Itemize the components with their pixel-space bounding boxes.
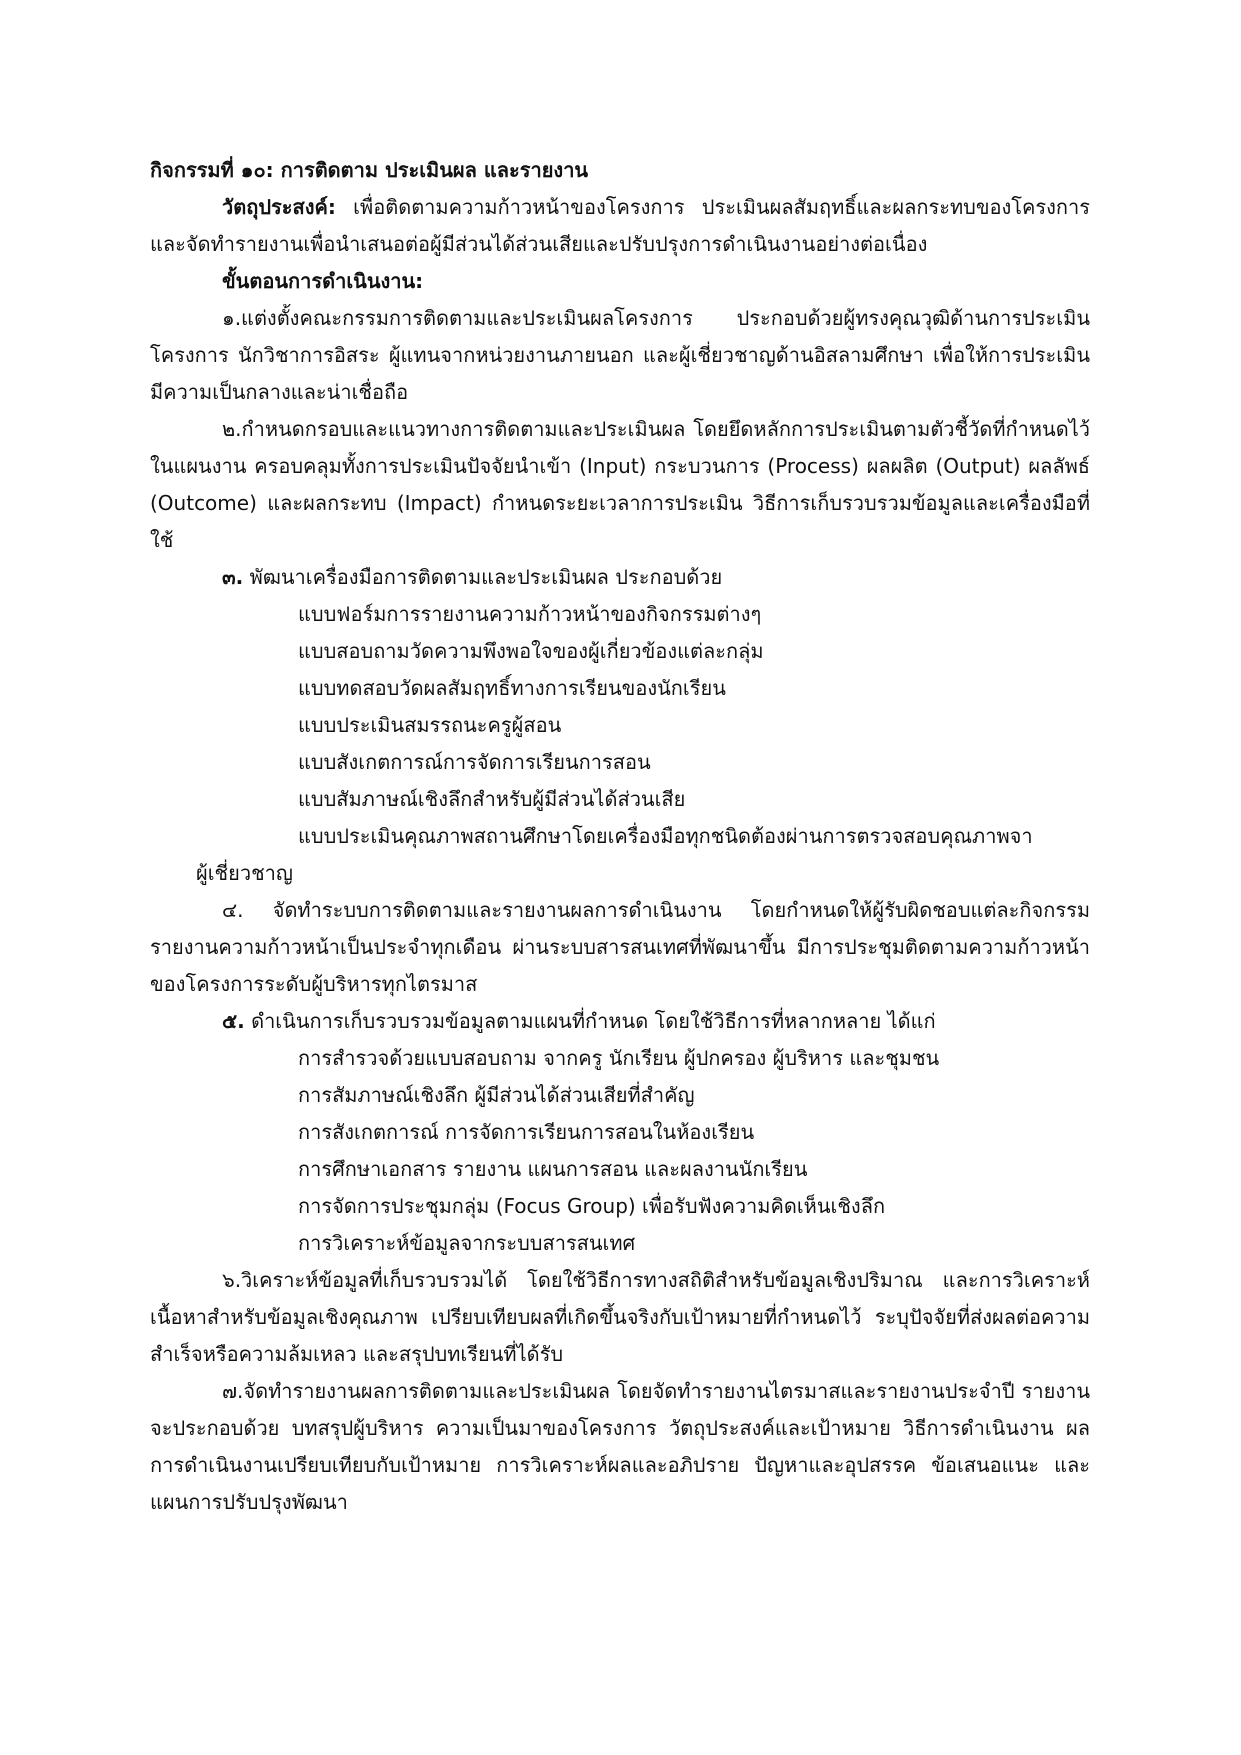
- step-5-item: การวิเคราะห์ข้อมูลจากระบบสารสนเทศ: [298, 1231, 636, 1255]
- objective-text: เพื่อติดตามความก้าวหน้าของโครงการ ประเมินผลสัมฤทธิ์และผลกระทบของโครงการและจัดทำรายงานเพื่อนำเสนอต่อผู้มีส่วนได้ส่วนเสียและปรับปรุงการดำเนินงานอย่างต่อเนื่อง: [150, 195, 1090, 256]
- step-5-text: ดำเนินการเก็บรวบรวมข้อมูลตามแผนที่กำหนด โดยใช้วิธีการที่หลากหลาย ได้แก่: [244, 1009, 936, 1033]
- step-5-item: การสำรวจด้วยแบบสอบถาม จากครู นักเรียน ผู้ปกครอง ผู้บริหาร และชุมชน: [298, 1046, 940, 1070]
- step-5-item: การศึกษาเอกสาร รายงาน แผนการสอน และผลงานนักเรียน: [298, 1157, 808, 1181]
- step-7-paragraph: ๗.จัดทำรายงานผลการติดตามและประเมินผล โดยจัดทำรายงานไตรมาสและรายงานประจำปี รายงานจะประกอบด้วย บทสรุปผู้บริหาร ความเป็นมาของโครงการ วัตถุประสงค์และเป้าหมาย วิธีการดำเนินงาน ผลการดำเนินงานเปรียบเทียบกับเป้าหมาย การวิเคราะห์ผลและอภิปราย ปัญหาและอุปสรรค ข้อเสนอแนะ และแผนการปรับปรุงพัฒนา: [150, 1379, 1090, 1514]
- step-5-heading: [150, 1003, 1090, 1040]
- step-3-item-continuation: ผู้เชี่ยวชาญ: [196, 861, 293, 885]
- step-3-item: แบบประเมินสมรรถนะครูผู้สอน: [298, 713, 562, 737]
- step-3-item: แบบสัมภาษณ์เชิงลึกสำหรับผู้มีส่วนได้ส่วนเสีย: [298, 787, 686, 811]
- objective-label: วัตถุประสงค์:: [222, 195, 336, 219]
- step-3-item: แบบฟอร์มการรายงานความก้าวหน้าของกิจกรรมต่างๆ: [298, 602, 762, 626]
- step-1-paragraph: ๑.แต่งตั้งคณะกรรมการติดตามและประเมินผลโครงการ ประกอบด้วยผู้ทรงคุณวุฒิด้านการประเมินโครงการ นักวิชาการอิสระ ผู้แทนจากหน่วยงานภายนอก และผู้เชี่ยวชาญด้านอิสลามศึกษา เพื่อให้การประเมินมีความเป็นกลางและน่าเชื่อถือ: [150, 306, 1090, 404]
- step-5-item: การสังเกตการณ์ การจัดการเรียนการสอนในห้องเรียน: [298, 1120, 755, 1144]
- step-3-item: แบบประเมินคุณภาพสถานศึกษาโดยเครื่องมือทุกชนิดต้องผ่านการตรวจสอบคุณภาพจา: [298, 824, 1033, 848]
- step-3-heading: [150, 559, 1090, 596]
- section-title: กิจกรรมที่ ๑๐: การติดตาม ประเมินผล และรายงาน: [150, 158, 589, 182]
- step-3-item: แบบสอบถามวัดความพึงพอใจของผู้เกี่ยวข้องแต่ละกลุ่ม: [298, 639, 764, 663]
- step-3-number: ๓.: [222, 565, 244, 589]
- step-5-item: การจัดการประชุมกลุ่ม (Focus Group) เพื่อรับฟังความคิดเห็นเชิงลึก: [298, 1194, 886, 1218]
- step-3-item: แบบทดสอบวัดผลสัมฤทธิ์ทางการเรียนของนักเรียน: [298, 676, 726, 700]
- step-3-text: พัฒนาเครื่องมือการติดตามและประเมินผล ประกอบด้วย: [243, 565, 723, 589]
- step-5-number: ๕.: [222, 1009, 245, 1033]
- document-body: [150, 152, 1090, 1521]
- objective-paragraph: [150, 189, 1090, 263]
- step-5-item: การสัมภาษณ์เชิงลึก ผู้มีส่วนได้ส่วนเสียที่สำคัญ: [298, 1083, 695, 1107]
- step-4-paragraph: ๔. จัดทำระบบการติดตามและรายงานผลการดำเนินงาน โดยกำหนดให้ผู้รับผิดชอบแต่ละกิจกรรมรายงานความก้าวหน้าเป็นประจำทุกเดือน ผ่านระบบสารสนเทศที่พัฒนาขึ้น มีการประชุมติดตามความก้าวหน้าของโครงการระดับผู้บริหารทุกไตรมาส: [150, 898, 1090, 996]
- steps-heading: ขั้นตอนการดำเนินงาน:: [222, 269, 424, 293]
- step-3-item: แบบสังเกตการณ์การจัดการเรียนการสอน: [298, 750, 651, 774]
- step-6-paragraph: ๖.วิเคราะห์ข้อมูลที่เก็บรวบรวมได้ โดยใช้วิธีการทางสถิติสำหรับข้อมูลเชิงปริมาณ และการวิเคราะห์เนื้อหาสำหรับข้อมูลเชิงคุณภาพ เปรียบเทียบผลที่เกิดขึ้นจริงกับเป้าหมายที่กำหนดไว้ ระบุปัจจัยที่ส่งผลต่อความสำเร็จหรือความล้มเหลว และสรุปบทเรียนที่ได้รับ: [150, 1268, 1090, 1366]
- step-2-paragraph: ๒.กำหนดกรอบและแนวทางการติดตามและประเมินผล โดยยึดหลักการประเมินตามตัวชี้วัดที่กำหนดไว้ในแผนงาน ครอบคลุมทั้งการประเมินปัจจัยนำเข้า (Input) กระบวนการ (Process) ผลผลิต (Output) ผลลัพธ์ (Outcome) และผลกระทบ (Impact) กำหนดระยะเวลาการประเมิน วิธีการเก็บรวบรวมข้อมูลและเครื่องมือที่ใช้: [150, 417, 1090, 552]
